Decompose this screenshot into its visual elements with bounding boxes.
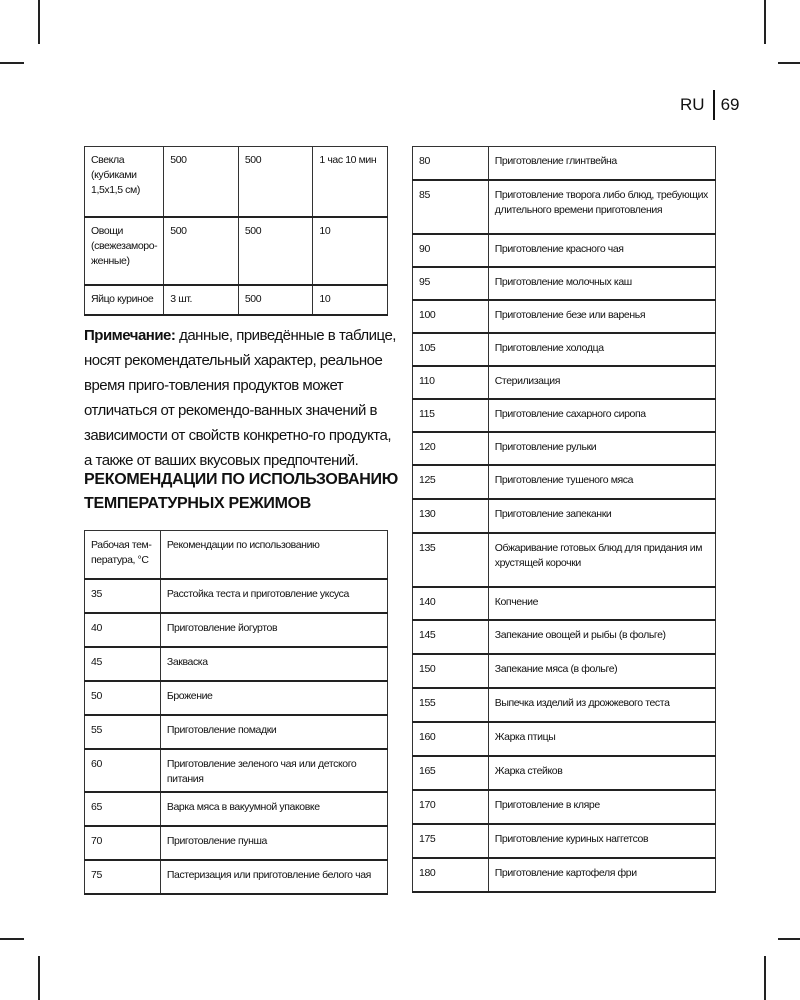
- temp-cell: 110: [413, 366, 489, 399]
- use-cell: Брожение: [160, 681, 387, 715]
- use-cell: Стерилизация: [488, 366, 715, 399]
- use-cell: Приготовление сахарного сиропа: [488, 399, 715, 432]
- temp-cell: 125: [413, 465, 489, 499]
- use-cell: Приготовление куриных наггетсов: [488, 824, 715, 858]
- language-code: RU: [680, 95, 705, 114]
- temp-cell: 135: [413, 533, 489, 587]
- table-cell: 500: [238, 285, 313, 315]
- temp-cell: 165: [413, 756, 489, 790]
- table-row: [413, 366, 716, 399]
- section-heading: РЕКОМЕНДАЦИИ ПО ИСПОЛЬЗОВАНИЮ ТЕМПЕРАТУРНЫХ РЕЖИМОВ: [84, 471, 398, 512]
- table-header-cell: Рабочая тем-пература, °С: [85, 531, 161, 579]
- table-row: [85, 860, 388, 894]
- table-cell: Свекла (кубиками 1,5х1,5 см): [85, 147, 164, 217]
- temp-cell: 100: [413, 300, 489, 333]
- table-cell: 3 шт.: [164, 285, 239, 315]
- temperature-table-left: [84, 530, 388, 895]
- use-cell: Приготовление безе или варенья: [488, 300, 715, 333]
- temp-cell: 160: [413, 722, 489, 756]
- table-cell: Яйцо куриное: [85, 285, 164, 315]
- use-cell: Приготовление йогуртов: [160, 613, 387, 647]
- use-cell: Приготовление пунша: [160, 826, 387, 860]
- use-cell: Приготовление картофеля фри: [488, 858, 715, 892]
- table-row: [85, 826, 388, 860]
- table-row: [413, 399, 716, 432]
- table-row: [413, 620, 716, 654]
- table-row: [85, 147, 388, 217]
- use-cell: Жарка птицы: [488, 722, 715, 756]
- temp-cell: 80: [413, 147, 489, 180]
- table-cell: 500: [164, 147, 239, 217]
- crop-mark: [778, 62, 800, 64]
- crop-mark: [38, 0, 40, 44]
- table-row: [413, 432, 716, 465]
- temp-cell: 90: [413, 234, 489, 267]
- table-row: [413, 180, 716, 234]
- note-paragraph: [84, 323, 396, 473]
- temp-cell: 140: [413, 587, 489, 620]
- table-cell: 500: [164, 217, 239, 285]
- page-header: [680, 90, 739, 120]
- table-cell: 500: [238, 147, 313, 217]
- table-row: [413, 499, 716, 533]
- temp-cell: 105: [413, 333, 489, 366]
- crop-mark: [0, 62, 24, 64]
- temp-cell: 95: [413, 267, 489, 300]
- use-cell: Запекание мяса (в фольге): [488, 654, 715, 688]
- crop-mark: [764, 0, 766, 44]
- use-cell: Варка мяса в вакуумной упаковке: [160, 792, 387, 826]
- use-cell: Обжаривание готовых блюд для придания им хрустящей корочки: [488, 533, 715, 587]
- temp-cell: 50: [85, 681, 161, 715]
- use-cell: Выпечка изделий из дрожжевого теста: [488, 688, 715, 722]
- cooking-table: [84, 146, 388, 316]
- use-cell: Приготовление тушеного мяса: [488, 465, 715, 499]
- temp-cell: 130: [413, 499, 489, 533]
- table-cell: 10: [313, 285, 388, 315]
- table-row: [85, 792, 388, 826]
- table-row: [413, 858, 716, 892]
- temp-cell: 180: [413, 858, 489, 892]
- page-number: 69: [720, 95, 740, 114]
- crop-mark: [38, 956, 40, 1000]
- table-header-row: [85, 531, 388, 579]
- use-cell: Закваска: [160, 647, 387, 681]
- table-row: [85, 579, 388, 613]
- temp-cell: 115: [413, 399, 489, 432]
- note-text: данные, приведённые в таблице, носят рекомендательный характер, реальное время приго-товления продуктов может отличаться от рекомендо-ванных значений в зависимости от свойств конкретно-го продукта, а также от ваших вкусовых предпочтений.: [84, 327, 396, 469]
- table-row: [413, 790, 716, 824]
- temp-cell: 45: [85, 647, 161, 681]
- use-cell: Приготовление помадки: [160, 715, 387, 749]
- temp-cell: 40: [85, 613, 161, 647]
- table-cell: 10: [313, 217, 388, 285]
- note-label: Примечание:: [84, 327, 176, 344]
- temp-cell: 75: [85, 860, 161, 894]
- table-row: [413, 234, 716, 267]
- table-row: [413, 688, 716, 722]
- use-cell: Приготовление молочных каш: [488, 267, 715, 300]
- temp-cell: 85: [413, 180, 489, 234]
- table-row: [85, 613, 388, 647]
- crop-mark: [778, 938, 800, 940]
- temp-cell: 70: [85, 826, 161, 860]
- table-row: [85, 749, 388, 792]
- header-separator: [713, 90, 715, 120]
- table-row: [413, 267, 716, 300]
- table-row: [85, 285, 388, 315]
- table-row: [413, 722, 716, 756]
- table-row: [413, 300, 716, 333]
- table-header-cell: Рекомендации по использованию: [160, 531, 387, 579]
- table-cell: 500: [238, 217, 313, 285]
- use-cell: Приготовление глинтвейна: [488, 147, 715, 180]
- use-cell: Пастеризация или приготовление белого чая: [160, 860, 387, 894]
- use-cell: Расстойка теста и приготовление уксуса: [160, 579, 387, 613]
- table-row: [413, 333, 716, 366]
- table-row: [413, 147, 716, 180]
- crop-mark: [0, 938, 24, 940]
- use-cell: Приготовление в кляре: [488, 790, 715, 824]
- table-row: [413, 654, 716, 688]
- table-cell: Овощи (свежезаморо-женные): [85, 217, 164, 285]
- use-cell: Копчение: [488, 587, 715, 620]
- table-row: [85, 647, 388, 681]
- crop-mark: [764, 956, 766, 1000]
- temp-cell: 175: [413, 824, 489, 858]
- table-row: [413, 465, 716, 499]
- use-cell: Приготовление зеленого чая или детского питания: [160, 749, 387, 792]
- use-cell: Приготовление запеканки: [488, 499, 715, 533]
- temp-cell: 35: [85, 579, 161, 613]
- temp-cell: 60: [85, 749, 161, 792]
- use-cell: Запекание овощей и рыбы (в фольге): [488, 620, 715, 654]
- table-row: [413, 587, 716, 620]
- table-row: [85, 681, 388, 715]
- use-cell: Приготовление красного чая: [488, 234, 715, 267]
- use-cell: Жарка стейков: [488, 756, 715, 790]
- table-row: [85, 715, 388, 749]
- temp-cell: 65: [85, 792, 161, 826]
- temp-cell: 155: [413, 688, 489, 722]
- table-row: [413, 756, 716, 790]
- temp-cell: 170: [413, 790, 489, 824]
- use-cell: Приготовление холодца: [488, 333, 715, 366]
- temp-cell: 150: [413, 654, 489, 688]
- temp-cell: 145: [413, 620, 489, 654]
- temp-cell: 55: [85, 715, 161, 749]
- table-row: [413, 824, 716, 858]
- use-cell: Приготовление рульки: [488, 432, 715, 465]
- temperature-table-right: [412, 146, 716, 893]
- table-cell: 1 час 10 мин: [313, 147, 388, 217]
- table-row: [85, 217, 388, 285]
- use-cell: Приготовление творога либо блюд, требующих длительного времени приготовления: [488, 180, 715, 234]
- table-row: [413, 533, 716, 587]
- temp-cell: 120: [413, 432, 489, 465]
